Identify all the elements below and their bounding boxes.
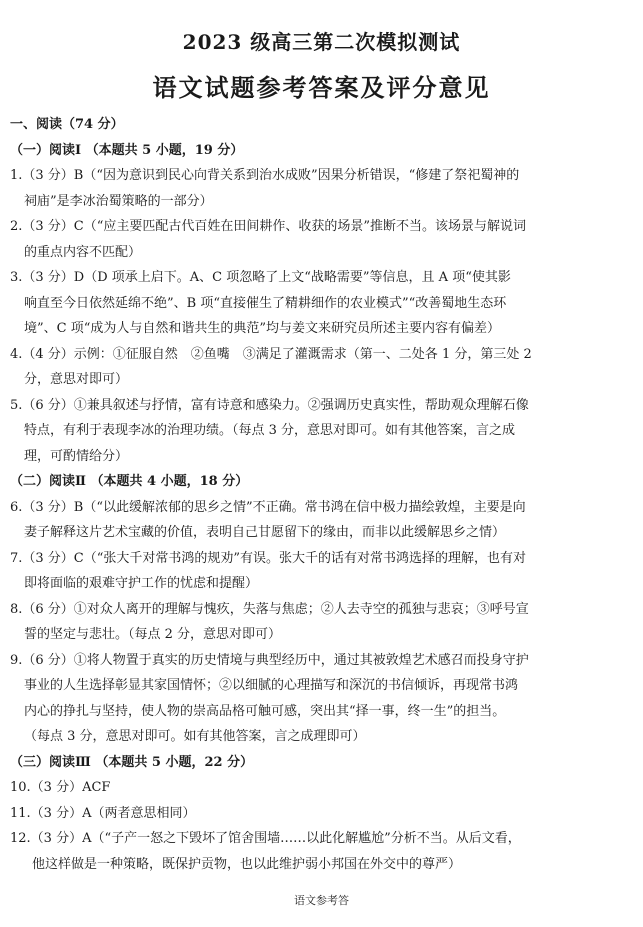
- answer-q9: 9.（6 分）①将人物置于真实的历史情境与典型经历中，通过其被敦煌艺术感召而投身守护 事业的人生选择彰显其家国情怀；②以细腻的心理描写和深沉的书信倾诉，再现常书鸿 内心的挣扎与坚持，使人物的崇高品格可触可感，突出其“择一事，终一生”的担当。 （每点 3 分，意思对即可。如有其他答案，言之成理即可）: [10, 652, 529, 744]
- part-heading-reading-3: （三）阅读Ⅲ （本题共 5 小题，22 分）: [10, 754, 254, 770]
- answer-q5: 5.（6 分）①兼具叙述与抒情，富有诗意和感染力。②强调历史真实性，帮助观众理解石像 特点，有利于表现李冰的治理功绩。（每点 3 分，意思对即可。如有其他答案，言之成 理，可酌情给分）: [10, 397, 529, 464]
- answer-q7: 7.（3 分）C（“张大千对常书鸿的规劝”有误。张大千的话有对常书鸿选择的理解，也有对 即将面临的艰难守护工作的忧虑和提醒）: [10, 550, 527, 591]
- answer-body: [10, 112, 610, 877]
- part-heading-reading-1: （一）阅读Ⅰ （本题共 5 小题，19 分）: [10, 142, 244, 158]
- answer-key-title: 语文试题参考答案及评分意见: [152, 73, 491, 102]
- answer-q11: 11.（3 分）A（两者意思相同）: [10, 805, 196, 821]
- part-heading-reading-2: （二）阅读Ⅱ （本题共 4 小题，18 分）: [10, 474, 249, 489]
- exam-title: 2023 级高三第二次模拟测试: [182, 30, 461, 54]
- answer-q2: 2.（3 分）C（“应主要匹配古代百姓在田间耕作、收获的场景”推断不当。该场景与解说词 的重点内容不匹配）: [10, 219, 527, 260]
- answer-q3: 3.（3 分）D（D 项承上启下。A、C 项忽略了上文“战略需要”等信息，且 A 项“使其影 响直至今日依然延绵不绝”、B 项“直接催生了精耕细作的农业模式”“改善蜀地生态环 境”、C 项“成为人与自然和谐共生的典范”均与姜文来研究员所述主要内容有偏差）: [10, 270, 511, 336]
- answer-q10: 10.（3 分）ACF: [10, 780, 111, 795]
- page-footer: 语文参考答: [294, 894, 349, 907]
- answer-q6: 6.（3 分）B（“以此缓解浓郁的思乡之情”不正确。常书鸿在信中极力描绘敦煌，主要是向 妻子解释这片艺术宝藏的价值，表明自己甘愿留下的缘由，而非以此缓解思乡之情）: [10, 499, 526, 540]
- answer-q8: 8.（6 分）①对众人离开的理解与愧疚，失落与焦虑；②人去寺空的孤独与悲哀；③呼号宣 誓的坚定与悲壮。（每点 2 分，意思对即可）: [10, 601, 529, 642]
- answer-q4: 4.（4 分）示例：①征服自然 ②鱼嘴 ③满足了灌溉需求（第一、二处各 1 分，第三处 2 分，意思对即可）: [10, 346, 532, 387]
- answer-q12: 12.（3 分）A（“子产一怒之下毁坏了馆舍围墙……以此化解尴尬”分析不当。从后文看， 他这样做是一种策略，既保护贡物，也以此维护弱小邦国在外交中的尊严）: [10, 831, 521, 872]
- answer-q1: 1.（3 分）B（“因为意识到民心向背关系到治水成败”因果分析错误，“修建了祭祀蜀神的 祠庙”是李冰治蜀策略的一部分）: [10, 168, 520, 209]
- section-heading-reading: 一、阅读（74 分）: [10, 117, 124, 132]
